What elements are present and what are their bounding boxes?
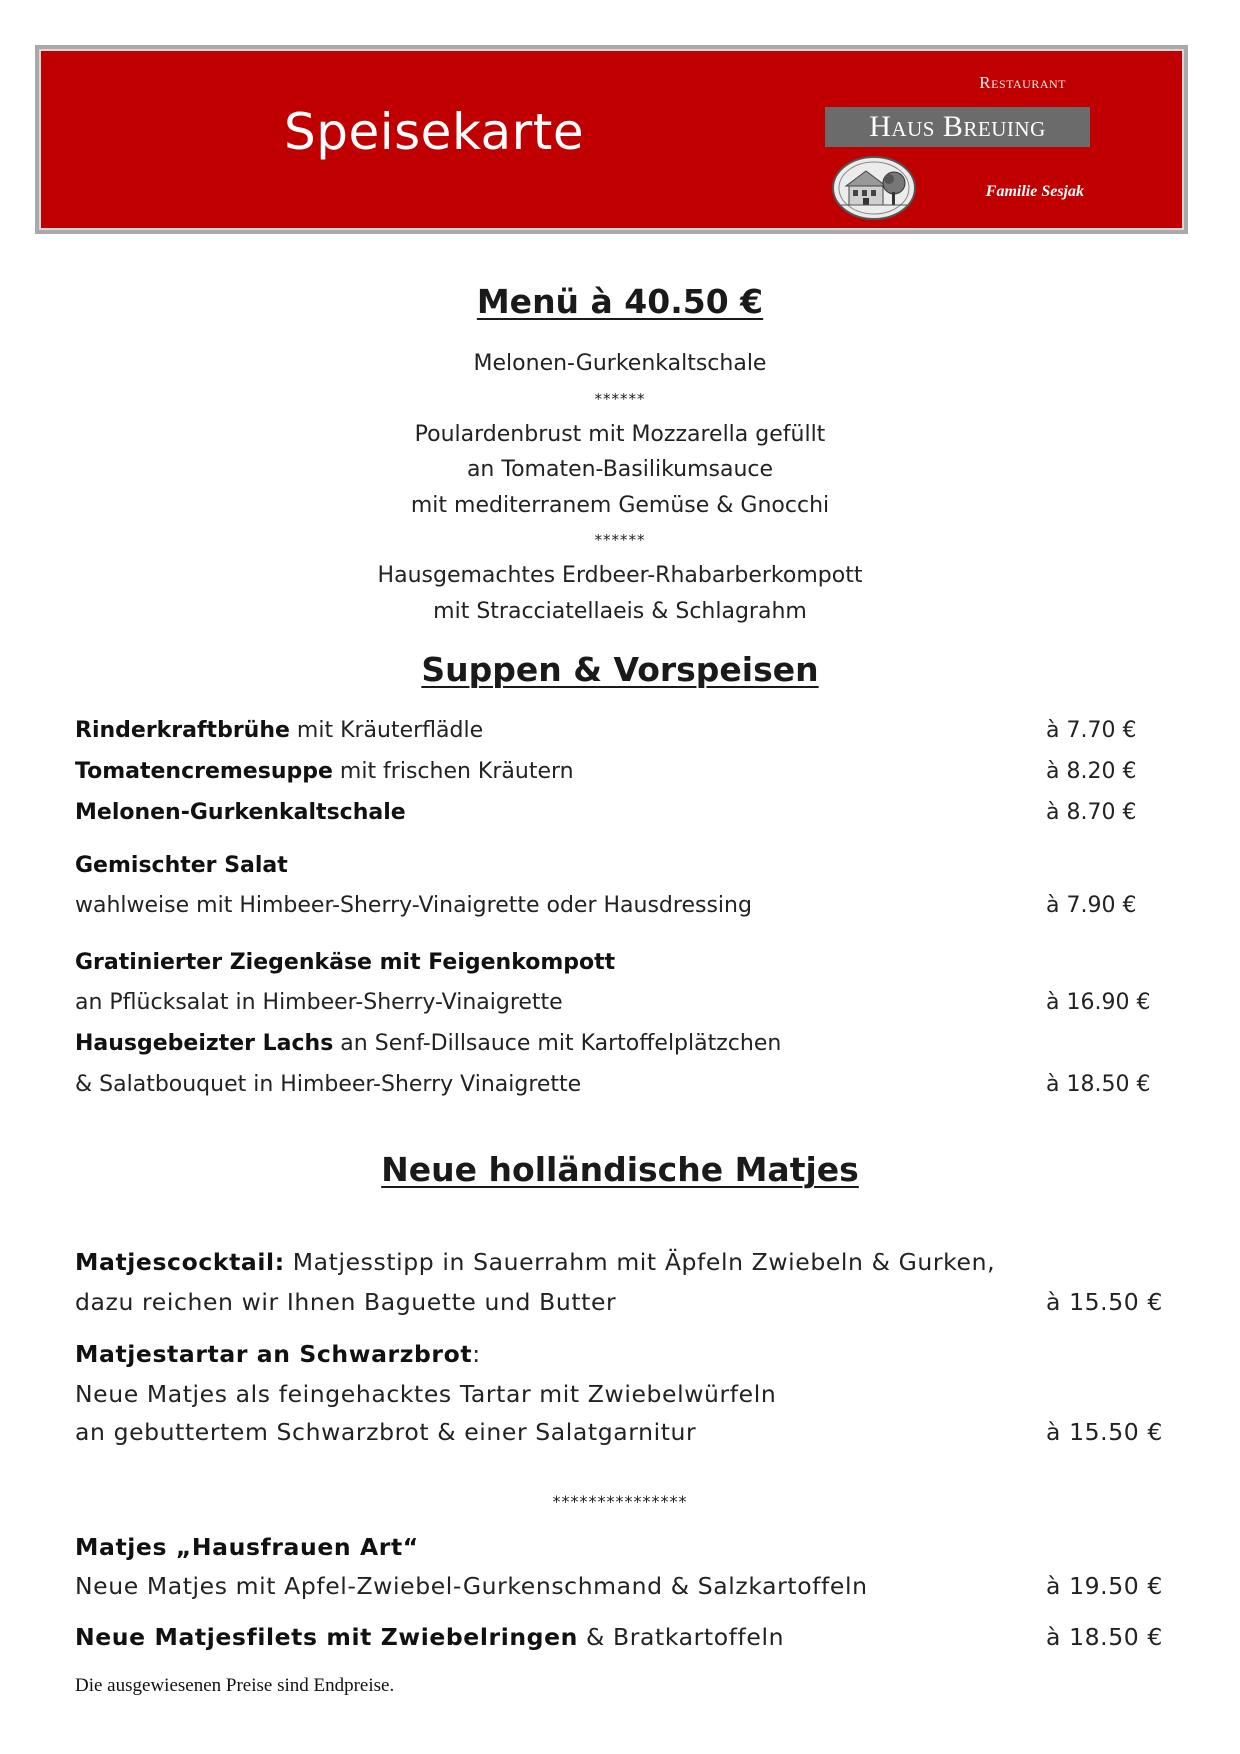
item-description: wahlweise mit Himbeer-Sherry-Vinaigrette oder Hausdressing bbox=[75, 893, 752, 918]
price-footnote: Die ausgewiesenen Preise sind Endpreise. bbox=[75, 1675, 395, 1696]
list-item bbox=[75, 759, 574, 784]
list-item bbox=[75, 853, 288, 878]
item-name: Matjescocktail: bbox=[75, 1248, 285, 1276]
family-signature: Familie Sesjak bbox=[985, 183, 1084, 200]
menu-main-line: Poulardenbrust mit Mozzarella gefüllt bbox=[414, 421, 826, 447]
header-banner bbox=[35, 45, 1188, 234]
item-name: Matjes „Hausfrauen Art“ bbox=[75, 1533, 419, 1561]
menu-heading: Menü à 40.50 € bbox=[476, 282, 764, 321]
menu-separator: ****** bbox=[594, 531, 646, 549]
matjes-separator: *************** bbox=[552, 1492, 688, 1511]
item-price: à 15.50 € bbox=[1046, 1288, 1163, 1316]
list-item bbox=[75, 718, 483, 743]
item-description: Neue Matjes mit Apfel-Zwiebel-Gurkenschmand & Salzkartoffeln bbox=[75, 1572, 868, 1600]
menu-dessert-line: Hausgemachtes Erdbeer-Rhabarberkompott bbox=[377, 563, 863, 588]
item-description: mit frischen Kräutern bbox=[332, 759, 574, 784]
item-description: & Salatbouquet in Himbeer-Sherry Vinaigrette bbox=[75, 1072, 582, 1097]
item-price: à 18.50 € bbox=[1046, 1072, 1151, 1097]
page-title: Speisekarte bbox=[284, 103, 585, 161]
item-name: Gratinierter Ziegenkäse mit Feigenkompott bbox=[75, 950, 616, 975]
item-name: Tomatencremesuppe bbox=[75, 759, 333, 784]
house-emblem-icon bbox=[831, 155, 917, 221]
restaurant-label: Restaurant bbox=[979, 73, 1066, 92]
list-item bbox=[75, 950, 615, 975]
menu-main-line: mit mediterranem Gemüse & Gnocchi bbox=[410, 492, 830, 518]
list-item bbox=[75, 1248, 995, 1276]
item-description: & Bratkartoffeln bbox=[577, 1623, 785, 1651]
item-name: Gemischter Salat bbox=[75, 853, 288, 878]
item-description: Neue Matjes als feingehacktes Tartar mit Zwiebelwürfeln bbox=[75, 1380, 777, 1408]
item-price: à 8.20 € bbox=[1046, 759, 1137, 784]
section-heading-suppen: Suppen & Vorspeisen bbox=[421, 650, 819, 689]
list-item bbox=[75, 1031, 781, 1056]
menu-starter: Melonen-Gurkenkaltschale bbox=[473, 351, 767, 376]
item-name: Rinderkraftbrühe bbox=[75, 718, 290, 743]
item-price: à 7.70 € bbox=[1046, 718, 1137, 743]
item-description: an gebuttertem Schwarzbrot & einer Salatgarnitur bbox=[75, 1418, 697, 1446]
list-item bbox=[75, 1623, 784, 1651]
list-item bbox=[75, 1533, 419, 1561]
list-item bbox=[75, 800, 406, 825]
item-price: à 18.50 € bbox=[1046, 1623, 1163, 1651]
item-name-suffix: : bbox=[472, 1340, 481, 1368]
menu-courses bbox=[0, 346, 1240, 629]
item-name: Melonen-Gurkenkaltschale bbox=[75, 800, 406, 825]
restaurant-name: Haus Breuing bbox=[825, 107, 1090, 147]
item-description: an Pflücksalat in Himbeer-Sherry-Vinaigrette bbox=[75, 990, 563, 1015]
item-description: an Senf-Dillsauce mit Kartoffelplätzchen bbox=[333, 1031, 782, 1056]
item-price: à 16.90 € bbox=[1046, 990, 1151, 1015]
list-item bbox=[75, 1340, 481, 1368]
item-price: à 7.90 € bbox=[1046, 893, 1137, 918]
item-description: mit Kräuterflädle bbox=[289, 718, 484, 743]
item-name: Neue Matjesfilets mit Zwiebelringen bbox=[75, 1623, 578, 1651]
item-name: Matjestartar an Schwarzbrot bbox=[75, 1340, 473, 1368]
menu-main-line: an Tomaten-Basilikumsauce bbox=[466, 457, 774, 482]
item-name: Hausgebeizter Lachs bbox=[75, 1031, 334, 1056]
banner-panel bbox=[39, 49, 1184, 230]
item-description: Matjesstipp in Sauerrahm mit Äpfeln Zwiebeln & Gurken, bbox=[284, 1248, 996, 1276]
item-price: à 19.50 € bbox=[1046, 1572, 1163, 1600]
item-price: à 8.70 € bbox=[1046, 800, 1137, 825]
menu-dessert-line: mit Stracciatellaeis & Schlagrahm bbox=[433, 598, 807, 624]
item-description: dazu reichen wir Ihnen Baguette und Butter bbox=[75, 1288, 617, 1316]
section-heading-matjes: Neue holländische Matjes bbox=[381, 1150, 859, 1189]
item-price: à 15.50 € bbox=[1046, 1418, 1163, 1446]
menu-separator: ****** bbox=[594, 389, 646, 408]
